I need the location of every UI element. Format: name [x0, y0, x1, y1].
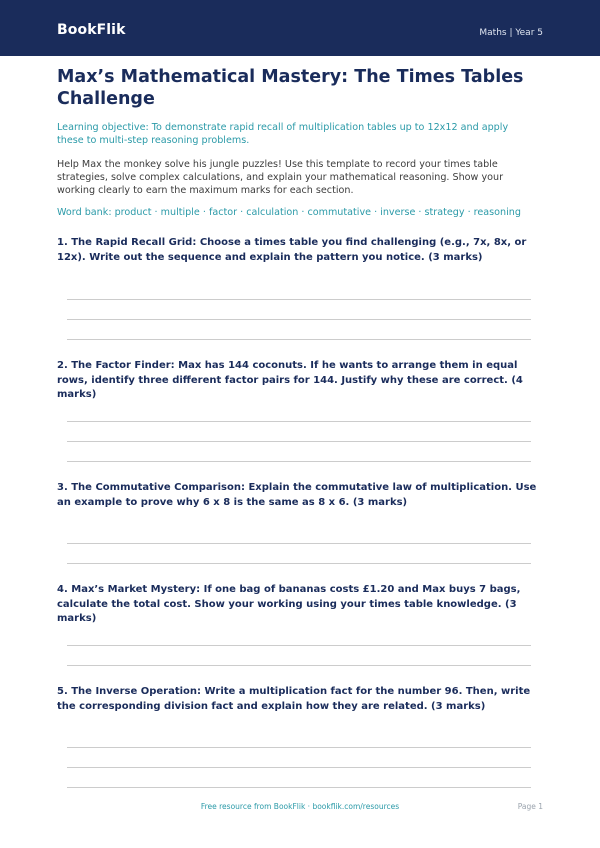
intro-text: Help Max the monkey solve his jungle puzzles! Use this template to record your times table strategies, solve complex calculations, and explain your mathematical reasoning. Show your working clearly to earn the maximum marks for each section. — [57, 159, 504, 196]
page-title: Max’s Mathematical Mastery: The Times Tables Challenge — [57, 67, 524, 109]
answer-line[interactable] — [67, 299, 531, 300]
brand-logo[interactable]: BookFlik — [57, 22, 126, 38]
footer-text[interactable]: Free resource from BookFlik · bookflik.com/resources — [200, 802, 400, 811]
question-2: 2. The Factor Finder: Max has 144 coconuts. If he wants to arrange them in equal rows, identify three different factor pairs for 144. Justify why these are correct. (4 marks) — [57, 360, 523, 400]
answer-line[interactable] — [67, 339, 531, 340]
header-bar — [0, 0, 600, 56]
answer-line[interactable] — [67, 543, 531, 544]
answer-line[interactable] — [67, 441, 531, 442]
answer-line[interactable] — [67, 421, 531, 422]
answer-line[interactable] — [67, 767, 531, 768]
answer-line[interactable] — [67, 563, 531, 564]
answer-line[interactable] — [67, 319, 531, 320]
learning-objective: Learning objective: To demonstrate rapid recall of multiplication tables up to 12x12 and apply these to multi-step reasoning problems. — [57, 122, 509, 146]
answer-line[interactable] — [67, 787, 531, 788]
answer-line[interactable] — [67, 665, 531, 666]
subject-year-label: Maths | Year 5 — [479, 28, 543, 38]
word-bank: Word bank: product · multiple · factor · calculation · commutative · inverse · strategy · reasoning — [57, 207, 521, 218]
answer-line[interactable] — [67, 461, 531, 462]
answer-line[interactable] — [67, 645, 531, 646]
question-3: 3. The Commutative Comparison: Explain the commutative law of multiplication. Use an example to prove why 6 x 8 is the same as 8 x 6. (3 marks) — [57, 482, 537, 508]
question-1: 1. The Rapid Recall Grid: Choose a times table you find challenging (e.g., 7x, 8x, or 12x). Write out the sequence and explain the pattern you notice. (3 marks) — [57, 237, 527, 263]
question-4: 4. Max’s Market Mystery: If one bag of bananas costs £1.20 and Max buys 7 bags, calculate the total cost. Show your working using your times table knowledge. (3 marks) — [57, 584, 521, 624]
answer-line[interactable] — [67, 747, 531, 748]
page-number: Page 1 — [517, 802, 543, 811]
question-5: 5. The Inverse Operation: Write a multiplication fact for the number 96. Then, write the corresponding division fact and explain how they are related. (3 marks) — [57, 686, 531, 712]
